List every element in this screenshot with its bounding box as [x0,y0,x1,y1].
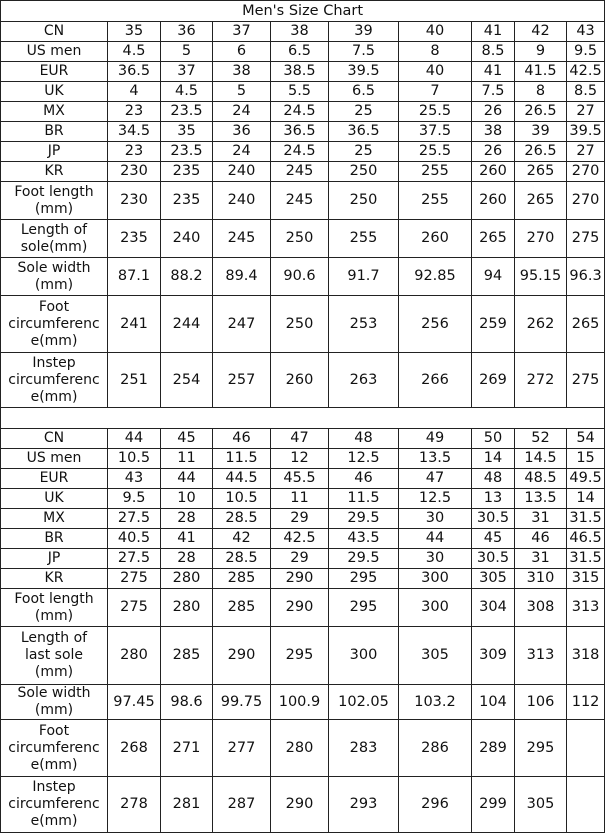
size-cell: 4.5 [108,42,161,62]
table-row [1,162,605,182]
row-label: Instep circumferenc e(mm) [1,353,108,408]
size-cell: 31.5 [567,509,605,529]
size-cell: 240 [213,162,271,182]
size-cell: 50 [472,429,515,449]
table-row [1,220,605,258]
size-cell: 260 [472,182,515,220]
size-cell: 9 [515,42,567,62]
size-cell: 38 [472,122,515,142]
table-row [1,62,605,82]
size-cell: 49 [399,429,472,449]
size-cell: 247 [213,296,271,353]
size-cell: 102.05 [329,685,399,720]
row-label: BR [1,122,108,142]
size-cell: 26 [472,102,515,122]
size-cell: 283 [329,720,399,777]
size-cell: 304 [472,589,515,627]
row-label: BR [1,529,108,549]
size-cell: 23 [108,102,161,122]
size-cell: 280 [161,589,213,627]
size-cell: 235 [161,162,213,182]
table-row [1,529,605,549]
size-cell: 256 [399,296,472,353]
row-label: KR [1,162,108,182]
size-cell: 299 [472,777,515,833]
size-cell: 100.9 [271,685,329,720]
table-row [1,82,605,102]
size-cell: 12 [271,449,329,469]
size-cell: 27 [567,142,605,162]
size-cell: 24.5 [271,102,329,122]
size-cell: 309 [472,627,515,685]
chart-title: Men's Size Chart [1,1,605,22]
size-cell: 270 [515,220,567,258]
size-cell: 259 [472,296,515,353]
size-cell: 235 [161,182,213,220]
size-cell: 44 [108,429,161,449]
size-cell: 260 [472,162,515,182]
size-cell: 27 [567,102,605,122]
size-cell: 46 [329,469,399,489]
size-cell: 270 [567,162,605,182]
table-row [1,489,605,509]
table-row [1,182,605,220]
size-cell: 36 [161,22,213,42]
size-cell: 42.5 [271,529,329,549]
table-row [1,142,605,162]
size-cell: 5 [213,82,271,102]
row-label: Sole width (mm) [1,258,108,296]
size-cell: 313 [567,589,605,627]
row-label: Sole width (mm) [1,685,108,720]
size-cell: 11.5 [213,449,271,469]
table-row [1,296,605,353]
size-cell: 281 [161,777,213,833]
row-label: US men [1,42,108,62]
size-cell: 29.5 [329,549,399,569]
size-cell: 13 [472,489,515,509]
size-cell: 260 [271,353,329,408]
size-cell: 277 [213,720,271,777]
size-cell: 12.5 [399,489,472,509]
size-cell: 6.5 [329,82,399,102]
size-cell: 36.5 [108,62,161,82]
size-cell: 8.5 [567,82,605,102]
size-cell: 28.5 [213,549,271,569]
size-cell: 23.5 [161,142,213,162]
size-cell: 254 [161,353,213,408]
size-cell: 7.5 [472,82,515,102]
size-cell: 98.6 [161,685,213,720]
table-row [1,22,605,42]
row-label: UK [1,489,108,509]
size-cell: 28.5 [213,509,271,529]
row-label: Length of sole(mm) [1,220,108,258]
row-label: Foot circumferenc e(mm) [1,720,108,777]
size-cell: 28 [161,549,213,569]
size-cell: 36.5 [271,122,329,142]
size-cell: 30 [399,509,472,529]
size-cell [567,720,605,777]
size-cell: 289 [472,720,515,777]
size-cell: 280 [161,569,213,589]
size-cell: 46 [515,529,567,549]
size-cell: 92.85 [399,258,472,296]
size-cell: 44 [399,529,472,549]
size-cell: 265 [567,296,605,353]
size-cell: 30.5 [472,509,515,529]
row-label: CN [1,429,108,449]
size-cell: 95.15 [515,258,567,296]
size-cell: 41 [472,22,515,42]
size-cell: 300 [399,569,472,589]
size-cell: 257 [213,353,271,408]
size-cell: 90.6 [271,258,329,296]
size-cell: 8 [399,42,472,62]
size-cell: 266 [399,353,472,408]
size-cell: 31 [515,549,567,569]
size-cell: 11 [161,449,213,469]
row-label: JP [1,549,108,569]
size-cell: 295 [329,589,399,627]
row-label: Foot length (mm) [1,182,108,220]
size-cell: 9.5 [567,42,605,62]
size-cell: 15 [567,449,605,469]
size-cell: 253 [329,296,399,353]
size-cell: 280 [108,627,161,685]
size-cell: 35 [161,122,213,142]
size-cell: 287 [213,777,271,833]
size-cell: 40.5 [108,529,161,549]
size-cell: 94 [472,258,515,296]
size-cell: 87.1 [108,258,161,296]
size-cell: 27.5 [108,509,161,529]
row-label: Foot length (mm) [1,589,108,627]
size-cell: 42 [515,22,567,42]
row-label: UK [1,82,108,102]
size-cell: 44.5 [213,469,271,489]
size-cell: 41 [472,62,515,82]
size-cell: 295 [271,627,329,685]
size-cell: 26.5 [515,102,567,122]
size-cell: 25.5 [399,142,472,162]
size-cell: 275 [108,569,161,589]
size-cell: 44 [161,469,213,489]
size-cell: 251 [108,353,161,408]
row-label: Foot circumferenc e(mm) [1,296,108,353]
size-cell: 99.75 [213,685,271,720]
size-cell: 272 [515,353,567,408]
size-cell: 8 [515,82,567,102]
size-cell: 300 [329,627,399,685]
size-cell: 34.5 [108,122,161,142]
row-label: EUR [1,62,108,82]
size-cell: 40 [399,22,472,42]
size-cell: 48 [472,469,515,489]
table-row [1,569,605,589]
size-cell: 29 [271,509,329,529]
size-cell: 104 [472,685,515,720]
size-cell: 290 [213,627,271,685]
table-row [1,685,605,720]
size-cell: 305 [515,777,567,833]
size-cell: 30 [399,549,472,569]
size-cell: 278 [108,777,161,833]
size-cell: 46.5 [567,529,605,549]
size-cell: 14 [567,489,605,509]
size-cell: 40 [399,62,472,82]
row-label: JP [1,142,108,162]
table-row [1,258,605,296]
size-cell: 315 [567,569,605,589]
size-cell: 250 [329,182,399,220]
size-cell: 49.5 [567,469,605,489]
size-cell: 45 [472,529,515,549]
size-cell: 255 [399,162,472,182]
size-cell: 4.5 [161,82,213,102]
size-cell: 275 [108,589,161,627]
size-cell: 308 [515,589,567,627]
size-cell: 318 [567,627,605,685]
row-label: KR [1,569,108,589]
size-cell: 235 [108,220,161,258]
size-cell: 305 [399,627,472,685]
size-cell: 250 [271,220,329,258]
size-cell: 245 [271,162,329,182]
size-cell: 26 [472,142,515,162]
size-cell: 240 [213,182,271,220]
size-cell: 230 [108,162,161,182]
size-cell: 255 [329,220,399,258]
size-cell: 38 [213,62,271,82]
size-cell: 5 [161,42,213,62]
size-cell: 7 [399,82,472,102]
size-cell: 295 [329,569,399,589]
size-cell: 112 [567,685,605,720]
size-cell: 23 [108,142,161,162]
size-cell: 271 [161,720,213,777]
size-cell: 103.2 [399,685,472,720]
size-cell: 295 [515,720,567,777]
size-cell: 31 [515,509,567,529]
size-cell: 41.5 [515,62,567,82]
size-cell: 245 [271,182,329,220]
table-row [1,122,605,142]
size-cell: 310 [515,569,567,589]
size-cell: 270 [567,182,605,220]
table-row [1,449,605,469]
size-cell: 260 [399,220,472,258]
size-cell: 10.5 [108,449,161,469]
size-cell: 265 [515,162,567,182]
size-cell: 28 [161,509,213,529]
size-cell: 313 [515,627,567,685]
table-row [1,469,605,489]
size-cell: 24 [213,102,271,122]
size-cell: 300 [399,589,472,627]
size-cell: 45 [161,429,213,449]
table-row [1,589,605,627]
size-cell: 47 [399,469,472,489]
size-cell: 43.5 [329,529,399,549]
size-cell: 88.2 [161,258,213,296]
size-cell: 46 [213,429,271,449]
size-cell: 97.45 [108,685,161,720]
size-cell: 8.5 [472,42,515,62]
size-cell: 265 [515,182,567,220]
size-cell: 14 [472,449,515,469]
row-label: Length of last sole (mm) [1,627,108,685]
size-cell: 255 [399,182,472,220]
size-cell: 24.5 [271,142,329,162]
size-cell: 10.5 [213,489,271,509]
size-cell: 5.5 [271,82,329,102]
size-cell: 43 [567,22,605,42]
separator-cell [1,408,605,429]
size-cell: 11.5 [329,489,399,509]
row-label: US men [1,449,108,469]
size-cell: 36 [213,122,271,142]
size-cell: 305 [472,569,515,589]
table-row [1,777,605,833]
table-row [1,353,605,408]
size-cell: 91.7 [329,258,399,296]
size-cell: 245 [213,220,271,258]
size-cell: 290 [271,569,329,589]
size-cell: 244 [161,296,213,353]
size-cell: 30.5 [472,549,515,569]
size-cell: 38 [271,22,329,42]
size-cell: 14.5 [515,449,567,469]
size-cell: 293 [329,777,399,833]
table-row [1,102,605,122]
size-cell: 250 [329,162,399,182]
size-cell: 39 [515,122,567,142]
size-cell: 43 [108,469,161,489]
size-cell: 54 [567,429,605,449]
size-cell: 275 [567,220,605,258]
table-row [1,627,605,685]
size-cell: 290 [271,589,329,627]
size-cell: 29.5 [329,509,399,529]
table-row [1,42,605,62]
size-cell: 23.5 [161,102,213,122]
size-cell: 45.5 [271,469,329,489]
table-row [1,549,605,569]
size-cell: 27.5 [108,549,161,569]
size-cell: 230 [108,182,161,220]
size-cell: 106 [515,685,567,720]
table-row [1,509,605,529]
size-cell: 275 [567,353,605,408]
size-cell: 10 [161,489,213,509]
size-cell: 262 [515,296,567,353]
size-cell: 250 [271,296,329,353]
size-cell: 4 [108,82,161,102]
size-cell: 96.3 [567,258,605,296]
size-cell: 6.5 [271,42,329,62]
size-cell: 11 [271,489,329,509]
size-cell: 26.5 [515,142,567,162]
row-label: MX [1,102,108,122]
size-cell: 48.5 [515,469,567,489]
size-cell: 47 [271,429,329,449]
size-cell: 31.5 [567,549,605,569]
size-cell: 6 [213,42,271,62]
size-cell: 269 [472,353,515,408]
size-cell: 240 [161,220,213,258]
size-cell: 38.5 [271,62,329,82]
size-cell: 13.5 [515,489,567,509]
size-cell: 286 [399,720,472,777]
table-row [1,429,605,449]
table-row [1,720,605,777]
size-cell: 39.5 [329,62,399,82]
size-cell: 12.5 [329,449,399,469]
size-cell: 52 [515,429,567,449]
size-cell: 7.5 [329,42,399,62]
size-cell: 280 [271,720,329,777]
section-separator [1,408,605,429]
size-cell: 24 [213,142,271,162]
size-cell: 37.5 [399,122,472,142]
size-cell: 41 [161,529,213,549]
size-cell: 39 [329,22,399,42]
size-cell: 36.5 [329,122,399,142]
size-cell: 89.4 [213,258,271,296]
row-label: MX [1,509,108,529]
size-cell: 35 [108,22,161,42]
size-cell: 25 [329,142,399,162]
size-cell: 25.5 [399,102,472,122]
size-cell: 290 [271,777,329,833]
size-cell: 42.5 [567,62,605,82]
size-cell: 25 [329,102,399,122]
size-cell: 37 [161,62,213,82]
size-cell: 37 [213,22,271,42]
size-cell: 29 [271,549,329,569]
size-cell: 48 [329,429,399,449]
size-cell: 263 [329,353,399,408]
size-cell [567,777,605,833]
size-cell: 285 [161,627,213,685]
size-cell: 285 [213,569,271,589]
size-cell: 39.5 [567,122,605,142]
row-label: Instep circumferenc e(mm) [1,777,108,833]
size-cell: 42 [213,529,271,549]
size-cell: 285 [213,589,271,627]
size-cell: 13.5 [399,449,472,469]
size-cell: 265 [472,220,515,258]
row-label: CN [1,22,108,42]
size-cell: 9.5 [108,489,161,509]
size-cell: 241 [108,296,161,353]
row-label: EUR [1,469,108,489]
size-cell: 268 [108,720,161,777]
size-cell: 296 [399,777,472,833]
